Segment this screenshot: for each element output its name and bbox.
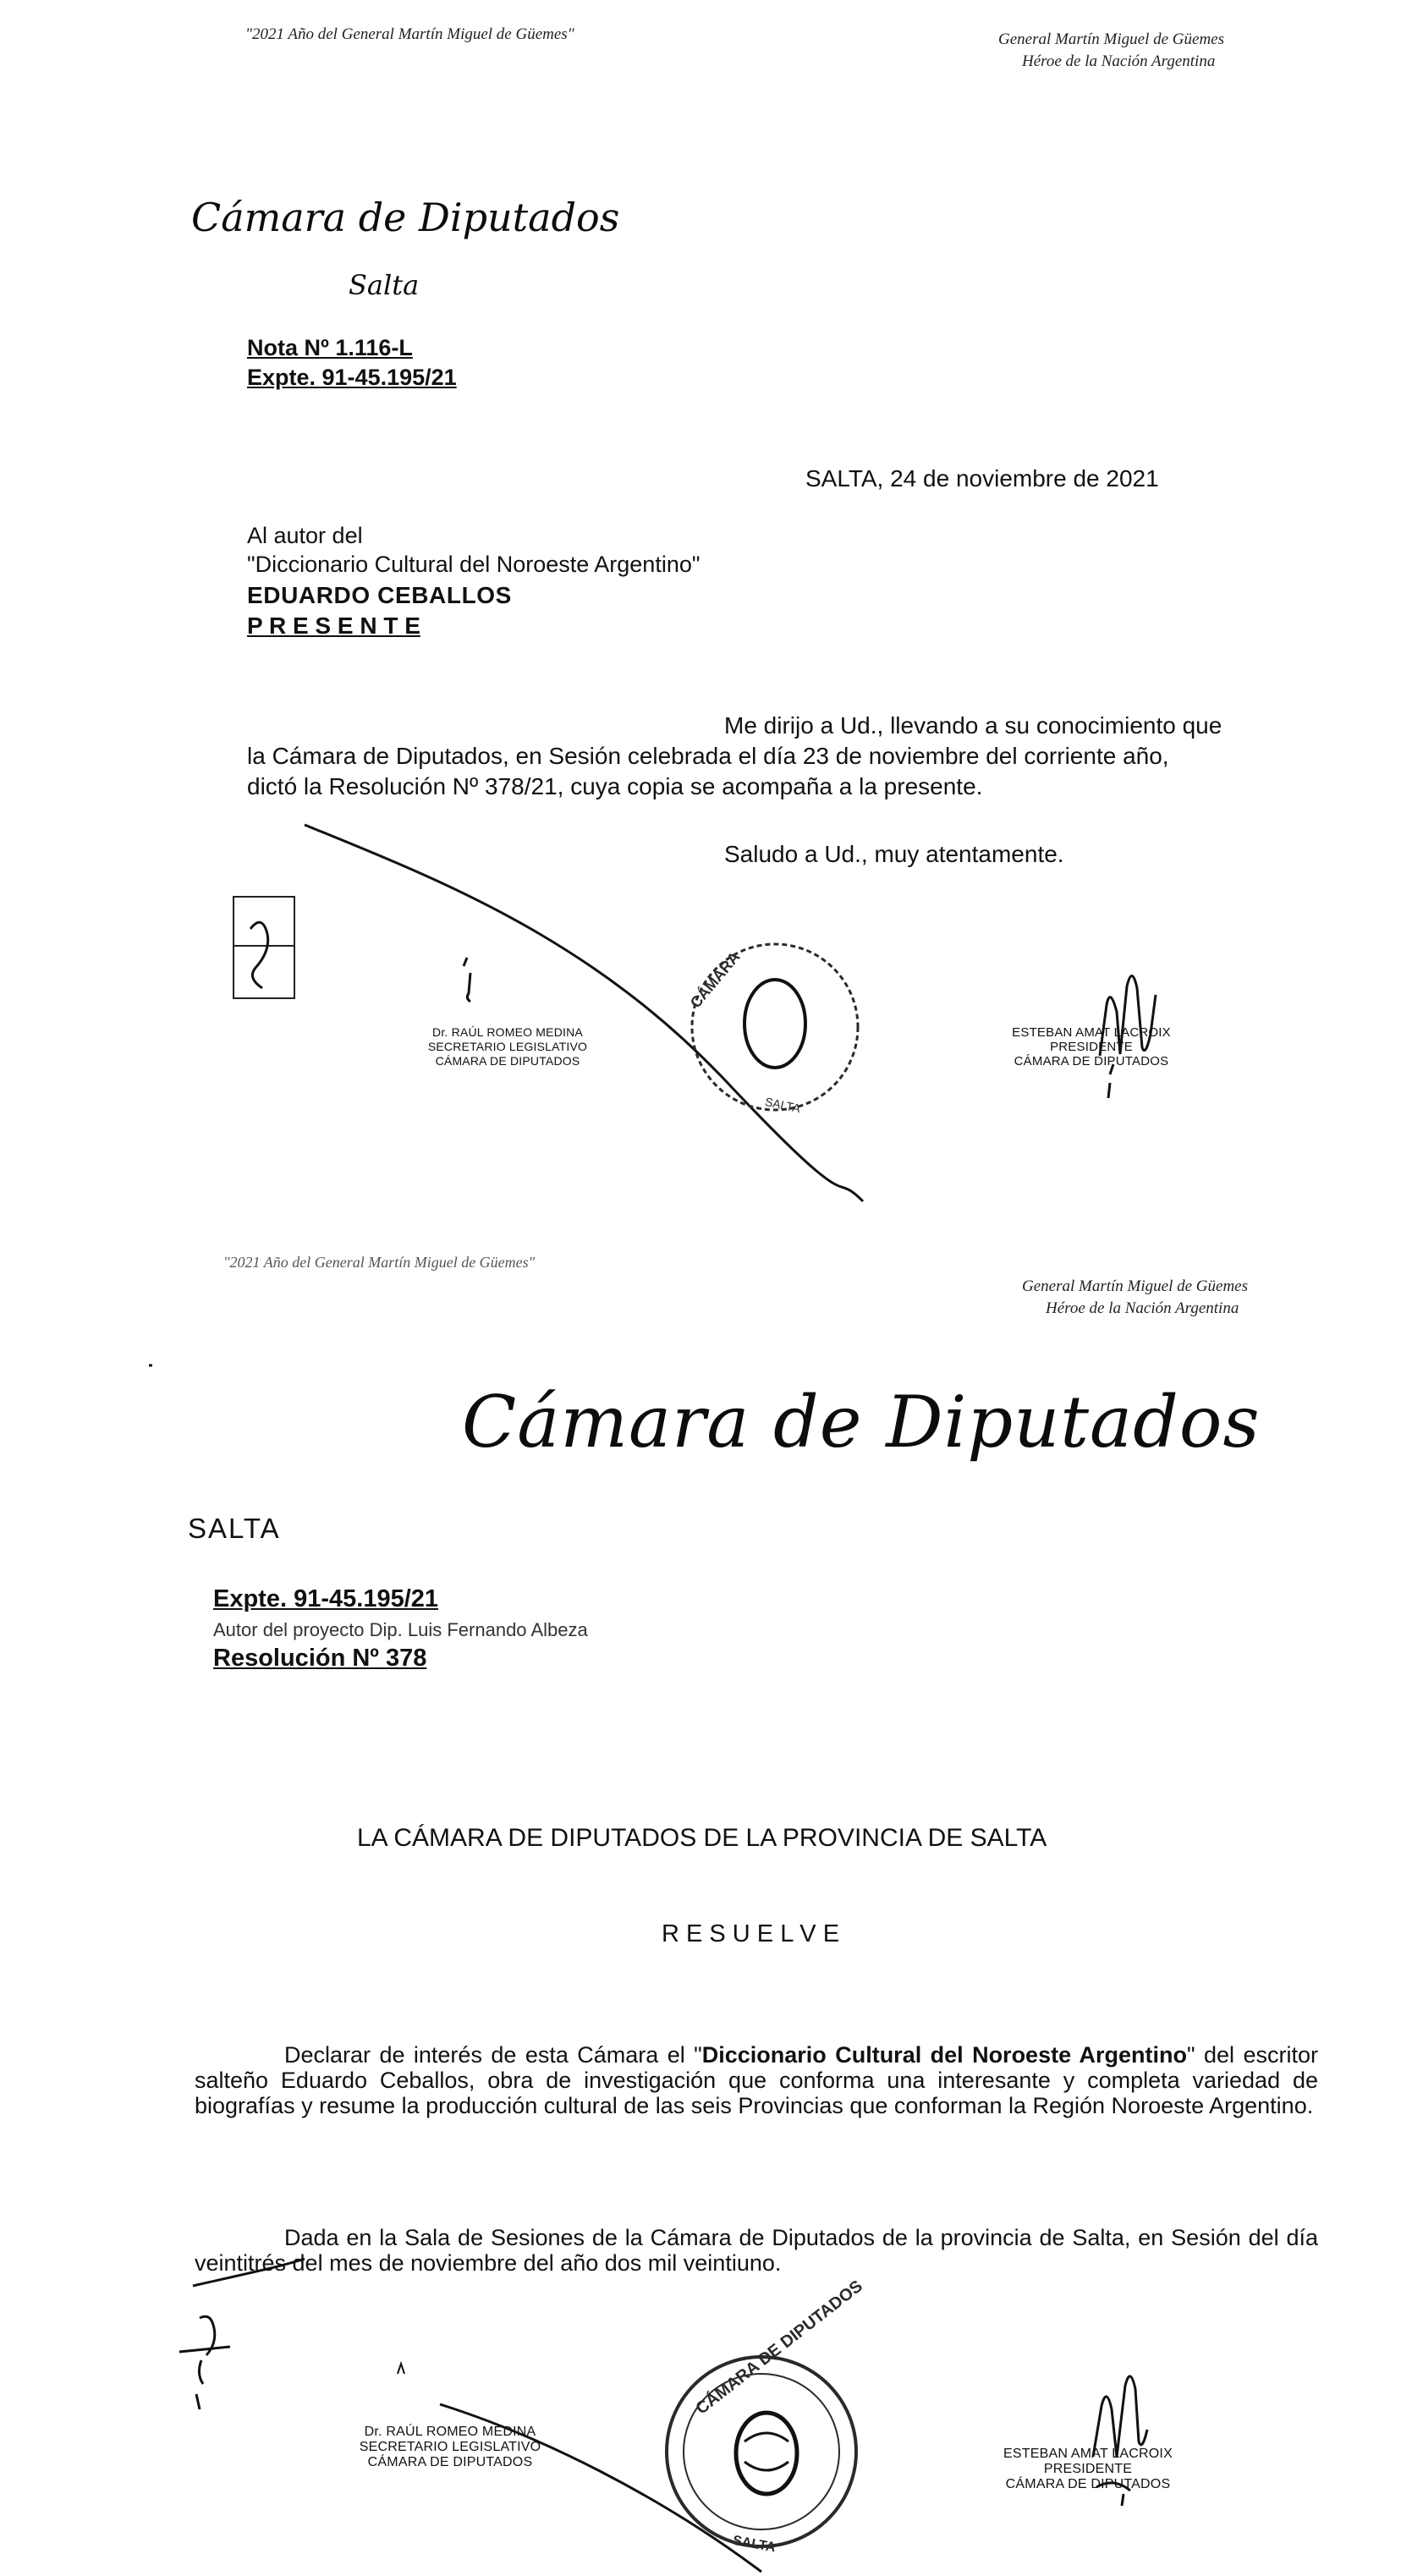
page1-seal-city: SALTA <box>763 1094 802 1116</box>
page2-initials-mark <box>179 2316 404 2409</box>
page2-secretary-name: Dr. RAÚL ROMEO MEDINA <box>364 2425 536 2439</box>
expediente-number: Expte. 91-45.195/21 <box>247 365 457 390</box>
resolution-p1-lead: Declarar de interés de esta Cámara el " <box>284 2042 702 2068</box>
letter-date: SALTA, 24 de noviembre de 2021 <box>805 465 1159 492</box>
letter-body-line-2: la Cámara de Diputados, en Sesión celebrada el día 23 de noviembre del corriente año, <box>247 743 1169 769</box>
president-chamber: CÁMARA DE DIPUTADOS <box>1014 1054 1169 1068</box>
president-title: PRESIDENTE <box>1050 1040 1133 1054</box>
page2-resolution-number: Resolución Nº 378 <box>213 1645 427 1672</box>
svg-text:CÁMARA DE DIPUTADOS: CÁMARA DE DIPUTADOS <box>692 2277 866 2419</box>
page2-president-name: ESTEBAN AMAT LACROIX <box>1003 2447 1173 2461</box>
page1-president-signature <box>1100 975 1156 1098</box>
logo-city: Salta <box>349 269 420 301</box>
recipient-name: EDUARDO CEBALLOS <box>247 582 512 608</box>
page2-logo-title: Cámara de Diputados <box>462 1381 1261 1464</box>
page2-seal-city: SALTA <box>731 2533 777 2556</box>
recipient-presente: P R E S E N T E <box>247 612 420 639</box>
resolution-paragraph-2: Dada en la Sala de Sesiones de la Cámara de Diputados de la provincia de Salta, en Sesión del día veintitrés del mes de noviembre del año dos mil veintiuno. <box>195 2225 1318 2276</box>
svg-text:CÁMARA: CÁMARA <box>686 948 744 1012</box>
page2-seal-icon <box>667 2277 866 2556</box>
letter-closing: Saludo a Ud., muy atentamente. <box>724 841 1064 867</box>
page2-president-title: PRESIDENTE <box>1043 2462 1133 2476</box>
secretary-title: SECRETARIO LEGISLATIVO <box>427 1040 588 1053</box>
letter-body-line-3: dictó la Resolución Nº 378/21, cuya copia se acompaña a la presente. <box>247 773 983 799</box>
page2-lower-diagonal <box>440 2404 761 2572</box>
nota-number: Nota Nº 1.116-L <box>247 335 413 360</box>
resuelve-heading: R E S U E L V E <box>662 1920 840 1947</box>
secretary-name: Dr. RAÚL ROMEO MEDINA <box>432 1025 583 1039</box>
resolution-p1-rest: " del escritor salteño Eduardo Ceballos, obra de investigación que conforma una interesante y completa variedad de biografías y resume la producción cultural de las seis Provincias que conforman la Región Noroeste Argentino. <box>195 2042 1318 2118</box>
page2-author-line: Autor del proyecto Dip. Luis Fernando Albeza <box>213 1619 588 1640</box>
page1-seal-icon <box>686 944 858 1115</box>
page2-header-guemes-title: Héroe de la Nación Argentina <box>1046 1299 1239 1317</box>
page2-secretary-chamber: CÁMARA DE DIPUTADOS <box>367 2455 533 2469</box>
page1-secretary-signature <box>464 958 470 1002</box>
page2-secretary-title: SECRETARIO LEGISLATIVO <box>359 2440 541 2454</box>
page1-diagonal-stroke <box>305 825 863 1201</box>
resolution-heading: LA CÁMARA DE DIPUTADOS DE LA PROVINCIA DE SALTA <box>357 1824 1047 1852</box>
page2-header-year-motto: "2021 Año del General Martín Miguel de Güemes" <box>223 1254 536 1271</box>
letter-body-line-1: Me dirijo a Ud., llevando a su conocimiento que <box>724 712 1222 739</box>
secretary-chamber: CÁMARA DE DIPUTADOS <box>435 1054 580 1068</box>
recipient-line-1: Al autor del <box>247 523 363 548</box>
page2-city: SALTA <box>188 1513 281 1544</box>
page2-diagonal-stroke <box>193 2259 305 2286</box>
president-name: ESTEBAN AMAT LACROIX <box>1012 1025 1171 1040</box>
page2-expediente: Expte. 91-45.195/21 <box>213 1585 439 1612</box>
resolution-p1-work-title: Diccionario Cultural del Noroeste Argentino <box>701 2042 1188 2068</box>
header-guemes-name: General Martín Miguel de Güemes <box>998 30 1224 48</box>
page2-president-chamber: CÁMARA DE DIPUTADOS <box>1005 2477 1171 2491</box>
header-guemes-title: Héroe de la Nación Argentina <box>1022 52 1216 70</box>
logo-title: Cámara de Diputados <box>191 195 620 240</box>
header-year-motto: "2021 Año del General Martín Miguel de Güemes" <box>245 25 574 43</box>
page1-initials-mark <box>234 897 294 998</box>
recipient-line-2: "Diccionario Cultural del Noroeste Argentino" <box>247 552 700 577</box>
page2-president-signature <box>1093 2376 1147 2506</box>
page2-header-guemes-name: General Martín Miguel de Güemes <box>1022 1277 1248 1295</box>
